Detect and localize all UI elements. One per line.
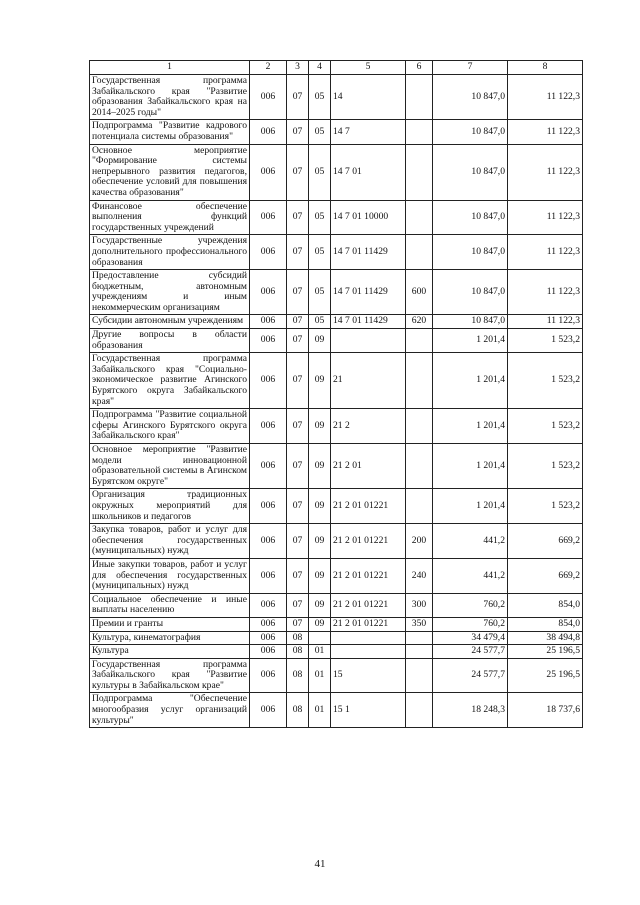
- target-article-cell: 14 7 01 10000: [331, 200, 406, 235]
- row-name-cell: Другие вопросы в области образования: [90, 329, 250, 353]
- amount-year1-cell: 441,2: [433, 558, 508, 593]
- table-row: [90, 144, 583, 200]
- expense-type-cell: [406, 144, 433, 200]
- row-name-cell: Подпрограмма "Развитие кадрового потенциала системы образования": [90, 120, 250, 144]
- amount-year2-cell: 1 523,2: [508, 489, 583, 524]
- admin-code-cell: 006: [250, 593, 287, 617]
- expense-type-cell: [406, 329, 433, 353]
- amount-year1-cell: 34 479,4: [433, 631, 508, 645]
- header-row: [90, 61, 583, 75]
- admin-code-cell: 006: [250, 270, 287, 315]
- table-row: [90, 200, 583, 235]
- admin-code-cell: 006: [250, 645, 287, 659]
- expense-type-cell: 300: [406, 593, 433, 617]
- col-header: 7: [433, 61, 508, 75]
- amount-year1-cell: 10 847,0: [433, 315, 508, 329]
- col-header: 5: [331, 61, 406, 75]
- subsection-cell: 09: [309, 524, 331, 559]
- table-row: [90, 524, 583, 559]
- table-row: [90, 645, 583, 659]
- admin-code-cell: 006: [250, 444, 287, 489]
- row-name-cell: Государственные учреждения дополнительного профессионального образования: [90, 235, 250, 270]
- amount-year2-cell: 11 122,3: [508, 200, 583, 235]
- expense-type-cell: [406, 353, 433, 409]
- table-row: [90, 558, 583, 593]
- admin-code-cell: 006: [250, 409, 287, 444]
- target-article-cell: 14 7 01 11429: [331, 315, 406, 329]
- expense-type-cell: [406, 658, 433, 693]
- target-article-cell: 14 7: [331, 120, 406, 144]
- amount-year2-cell: 25 196,5: [508, 658, 583, 693]
- subsection-cell: 01: [309, 693, 331, 728]
- amount-year1-cell: 1 201,4: [433, 329, 508, 353]
- subsection-cell: 05: [309, 315, 331, 329]
- budget-table: [89, 60, 583, 728]
- table-row: [90, 235, 583, 270]
- subsection-cell: 05: [309, 120, 331, 144]
- col-header: 3: [287, 61, 309, 75]
- amount-year1-cell: 18 248,3: [433, 693, 508, 728]
- expense-type-cell: [406, 75, 433, 120]
- admin-code-cell: 006: [250, 315, 287, 329]
- amount-year2-cell: 11 122,3: [508, 75, 583, 120]
- subsection-cell: 05: [309, 235, 331, 270]
- expense-type-cell: [406, 631, 433, 645]
- row-name-cell: Организация традиционных окружных мероприятий для школьников и педагогов: [90, 489, 250, 524]
- target-article-cell: 21 2 01 01221: [331, 617, 406, 631]
- expense-type-cell: 620: [406, 315, 433, 329]
- expense-type-cell: [406, 120, 433, 144]
- section-cell: 08: [287, 631, 309, 645]
- subsection-cell: 09: [309, 444, 331, 489]
- amount-year2-cell: 1 523,2: [508, 444, 583, 489]
- amount-year1-cell: 10 847,0: [433, 235, 508, 270]
- section-cell: 07: [287, 444, 309, 489]
- admin-code-cell: 006: [250, 693, 287, 728]
- table-row: [90, 315, 583, 329]
- subsection-cell: 05: [309, 75, 331, 120]
- target-article-cell: 14: [331, 75, 406, 120]
- amount-year1-cell: 760,2: [433, 617, 508, 631]
- table-row: [90, 353, 583, 409]
- row-name-cell: Финансовое обеспечение выполнения функций государственных учреждений: [90, 200, 250, 235]
- table-row: [90, 617, 583, 631]
- target-article-cell: 15 1: [331, 693, 406, 728]
- section-cell: 07: [287, 315, 309, 329]
- amount-year2-cell: 11 122,3: [508, 120, 583, 144]
- row-name-cell: Премии и гранты: [90, 617, 250, 631]
- table-row: [90, 75, 583, 120]
- col-header: 2: [250, 61, 287, 75]
- row-name-cell: Государственная программа Забайкальского края "Развитие образования Забайкальского края на 2014–2025 годы": [90, 75, 250, 120]
- table-row: [90, 631, 583, 645]
- table-row: [90, 658, 583, 693]
- col-header: 8: [508, 61, 583, 75]
- section-cell: 07: [287, 144, 309, 200]
- expense-type-cell: [406, 645, 433, 659]
- row-name-cell: Подпрограмма "Обеспечение многообразия услуг организаций культуры": [90, 693, 250, 728]
- expense-type-cell: 600: [406, 270, 433, 315]
- amount-year2-cell: 11 122,3: [508, 315, 583, 329]
- section-cell: 08: [287, 693, 309, 728]
- table-row: [90, 693, 583, 728]
- table-row: [90, 329, 583, 353]
- table-body: [90, 61, 583, 728]
- col-header: 4: [309, 61, 331, 75]
- subsection-cell: 05: [309, 144, 331, 200]
- section-cell: 07: [287, 270, 309, 315]
- section-cell: 07: [287, 75, 309, 120]
- expense-type-cell: 200: [406, 524, 433, 559]
- subsection-cell: 05: [309, 200, 331, 235]
- table-row: [90, 270, 583, 315]
- amount-year1-cell: 10 847,0: [433, 144, 508, 200]
- subsection-cell: 09: [309, 593, 331, 617]
- section-cell: 07: [287, 558, 309, 593]
- amount-year1-cell: 1 201,4: [433, 353, 508, 409]
- target-article-cell: [331, 631, 406, 645]
- target-article-cell: 21 2 01 01221: [331, 593, 406, 617]
- admin-code-cell: 006: [250, 658, 287, 693]
- section-cell: 07: [287, 524, 309, 559]
- row-name-cell: Культура: [90, 645, 250, 659]
- admin-code-cell: 006: [250, 489, 287, 524]
- amount-year2-cell: 854,0: [508, 617, 583, 631]
- target-article-cell: 21 2 01 01221: [331, 558, 406, 593]
- row-name-cell: Субсидии автономным учреждениям: [90, 315, 250, 329]
- expense-type-cell: 350: [406, 617, 433, 631]
- row-name-cell: Закупка товаров, работ и услуг для обеспечения государственных (муниципальных) нужд: [90, 524, 250, 559]
- table-row: [90, 120, 583, 144]
- amount-year2-cell: 38 494,8: [508, 631, 583, 645]
- admin-code-cell: 006: [250, 631, 287, 645]
- target-article-cell: 21: [331, 353, 406, 409]
- row-name-cell: Иные закупки товаров, работ и услуг для обеспечения государственных (муниципальных) нужд: [90, 558, 250, 593]
- section-cell: 07: [287, 593, 309, 617]
- admin-code-cell: 006: [250, 235, 287, 270]
- row-name-cell: Государственная программа Забайкальского края "Социально-экономическое развитие Агинского Бурятского округа Забайкальского края": [90, 353, 250, 409]
- target-article-cell: 21 2 01 01221: [331, 489, 406, 524]
- amount-year2-cell: 11 122,3: [508, 270, 583, 315]
- section-cell: 07: [287, 617, 309, 631]
- amount-year1-cell: 10 847,0: [433, 75, 508, 120]
- subsection-cell: 09: [309, 489, 331, 524]
- row-name-cell: Культура, кинематография: [90, 631, 250, 645]
- col-header: 1: [90, 61, 250, 75]
- admin-code-cell: 006: [250, 617, 287, 631]
- section-cell: 07: [287, 235, 309, 270]
- admin-code-cell: 006: [250, 120, 287, 144]
- page-number: 41: [314, 858, 326, 870]
- admin-code-cell: 006: [250, 558, 287, 593]
- amount-year2-cell: 1 523,2: [508, 409, 583, 444]
- subsection-cell: 09: [309, 617, 331, 631]
- subsection-cell: 05: [309, 270, 331, 315]
- expense-type-cell: 240: [406, 558, 433, 593]
- amount-year2-cell: 11 122,3: [508, 235, 583, 270]
- target-article-cell: 21 2 01: [331, 444, 406, 489]
- subsection-cell: [309, 631, 331, 645]
- amount-year2-cell: 18 737,6: [508, 693, 583, 728]
- subsection-cell: 09: [309, 409, 331, 444]
- table-row: [90, 409, 583, 444]
- section-cell: 07: [287, 489, 309, 524]
- amount-year1-cell: 10 847,0: [433, 270, 508, 315]
- amount-year1-cell: 1 201,4: [433, 444, 508, 489]
- section-cell: 07: [287, 200, 309, 235]
- amount-year1-cell: 24 577,7: [433, 658, 508, 693]
- row-name-cell: Социальное обеспечение и иные выплаты населению: [90, 593, 250, 617]
- section-cell: 07: [287, 409, 309, 444]
- expense-type-cell: [406, 444, 433, 489]
- amount-year1-cell: 760,2: [433, 593, 508, 617]
- amount-year1-cell: 24 577,7: [433, 645, 508, 659]
- amount-year2-cell: 11 122,3: [508, 144, 583, 200]
- subsection-cell: 09: [309, 558, 331, 593]
- expense-type-cell: [406, 409, 433, 444]
- admin-code-cell: 006: [250, 144, 287, 200]
- col-header: 6: [406, 61, 433, 75]
- section-cell: 07: [287, 353, 309, 409]
- row-name-cell: Подпрограмма "Развитие социальной сферы Агинского Бурятского округа Забайкальского края": [90, 409, 250, 444]
- amount-year1-cell: 10 847,0: [433, 120, 508, 144]
- target-article-cell: [331, 645, 406, 659]
- section-cell: 07: [287, 120, 309, 144]
- target-article-cell: 14 7 01: [331, 144, 406, 200]
- target-article-cell: 14 7 01 11429: [331, 235, 406, 270]
- target-article-cell: 21 2: [331, 409, 406, 444]
- amount-year1-cell: 1 201,4: [433, 489, 508, 524]
- admin-code-cell: 006: [250, 524, 287, 559]
- subsection-cell: 01: [309, 658, 331, 693]
- table-row: [90, 489, 583, 524]
- amount-year1-cell: 1 201,4: [433, 409, 508, 444]
- row-name-cell: Государственная программа Забайкальского края "Развитие культуры в Забайкальском крае": [90, 658, 250, 693]
- amount-year2-cell: 25 196,5: [508, 645, 583, 659]
- admin-code-cell: 006: [250, 200, 287, 235]
- expense-type-cell: [406, 489, 433, 524]
- expense-type-cell: [406, 235, 433, 270]
- target-article-cell: 21 2 01 01221: [331, 524, 406, 559]
- subsection-cell: 01: [309, 645, 331, 659]
- subsection-cell: 09: [309, 353, 331, 409]
- target-article-cell: [331, 329, 406, 353]
- subsection-cell: 09: [309, 329, 331, 353]
- section-cell: 08: [287, 645, 309, 659]
- expense-type-cell: [406, 200, 433, 235]
- amount-year2-cell: 669,2: [508, 558, 583, 593]
- target-article-cell: 15: [331, 658, 406, 693]
- admin-code-cell: 006: [250, 353, 287, 409]
- row-name-cell: Основное мероприятие "Формирование системы непрерывного развития педагогов, обеспечение условий для повышения качества образования": [90, 144, 250, 200]
- table-row: [90, 593, 583, 617]
- row-name-cell: Предоставление субсидий бюджетным, автономным учреждениям и иным некоммерческим организациям: [90, 270, 250, 315]
- table-row: [90, 444, 583, 489]
- admin-code-cell: 006: [250, 329, 287, 353]
- amount-year1-cell: 441,2: [433, 524, 508, 559]
- section-cell: 08: [287, 658, 309, 693]
- amount-year2-cell: 1 523,2: [508, 353, 583, 409]
- expense-type-cell: [406, 693, 433, 728]
- amount-year2-cell: 669,2: [508, 524, 583, 559]
- admin-code-cell: 006: [250, 75, 287, 120]
- amount-year1-cell: 10 847,0: [433, 200, 508, 235]
- amount-year2-cell: 854,0: [508, 593, 583, 617]
- target-article-cell: 14 7 01 11429: [331, 270, 406, 315]
- section-cell: 07: [287, 329, 309, 353]
- row-name-cell: Основное мероприятие "Развитие модели инновационной образовательной системы в Агинском Бурятском округе": [90, 444, 250, 489]
- amount-year2-cell: 1 523,2: [508, 329, 583, 353]
